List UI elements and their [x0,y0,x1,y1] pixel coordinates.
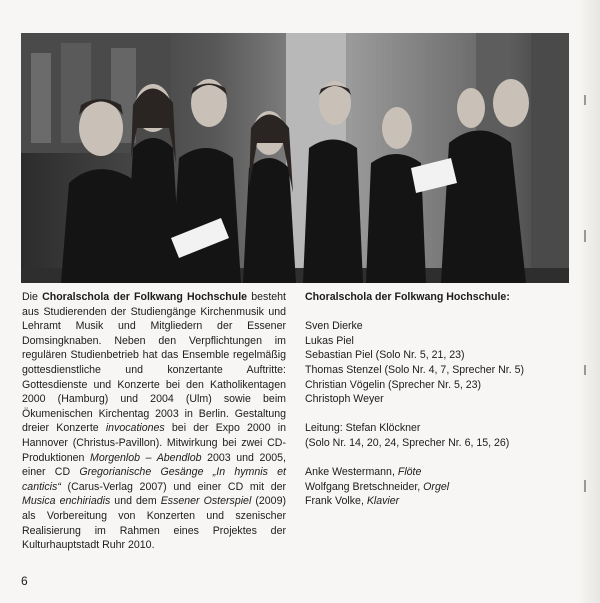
conductor-solos: (Solo Nr. 14, 20, 24, Sprecher Nr. 6, 15, 26) [305,436,510,449]
singer-name: Christoph Weyer [305,393,384,406]
singer-name: Christian Vögelin (Sprecher Nr. 5, 23) [305,378,482,391]
instrumentalist: Frank Volke, Klavier [305,495,400,508]
conductor: Leitung: Stefan Klöckner [305,422,421,435]
booklet-edge [578,0,600,603]
credits-column [305,290,585,509]
singer-name: Thomas Stenzel (Solo Nr. 4, 7, Sprecher Nr. 5) [305,363,525,376]
page-number: 6 [21,574,28,588]
singer-name: Sven Dierke [305,320,363,333]
instrumentalist: Wolfgang Bretschneider, Orgel [305,480,450,493]
credits-heading: Choralschola der Folkwang Hochschule: [305,291,510,303]
singer-name: Sebastian Piel (Solo Nr. 5, 21, 23) [305,349,465,362]
choir-photo [21,33,569,283]
ensemble-name: Choralschola der Folkwang Hochschule [42,291,248,303]
singer-name: Lukas Piel [305,334,354,347]
ensemble-description: Die Choralschola der Folkwang Hochschule besteht aus Studierenden der Studiengänge Kirchenmusik und Lehramt Musik und Mitgliedern der Essener Domsingknaben. Neben den Verpflichtungen im regulären Studienbetrieb hat das Ensemble regelmäßig gottesdienstliche und konzertante Auftritte: Gottesdienste und Konzerte bei den Katholikentagen 2000 (Hamburg) und 2004 (Ulm) sowie beim Ökumenischen Kirchentag 2003 in Berlin. Gestaltung dreier Konzerte invocationes bei der Expo 2000 in Hannover (Christus-Pavillon). Mitwirkung bei zwei CD-Produktionen Morgenlob – Abendlob 2003 und 2005, einer CD Gregorianische Gesänge „In hymnis et canticis“ (Carus-Verlag 2007) und einer CD mit der Musica enchiriadis und dem Essener Osterspiel (2009) als Vorbereitung von Konzerten und szenischer Realisierung im Rahmen eines Projektes der Kulturhauptstadt Ruhr 2010. [22,291,286,552]
instrumentalist: Anke Westermann, Flöte [305,466,422,479]
